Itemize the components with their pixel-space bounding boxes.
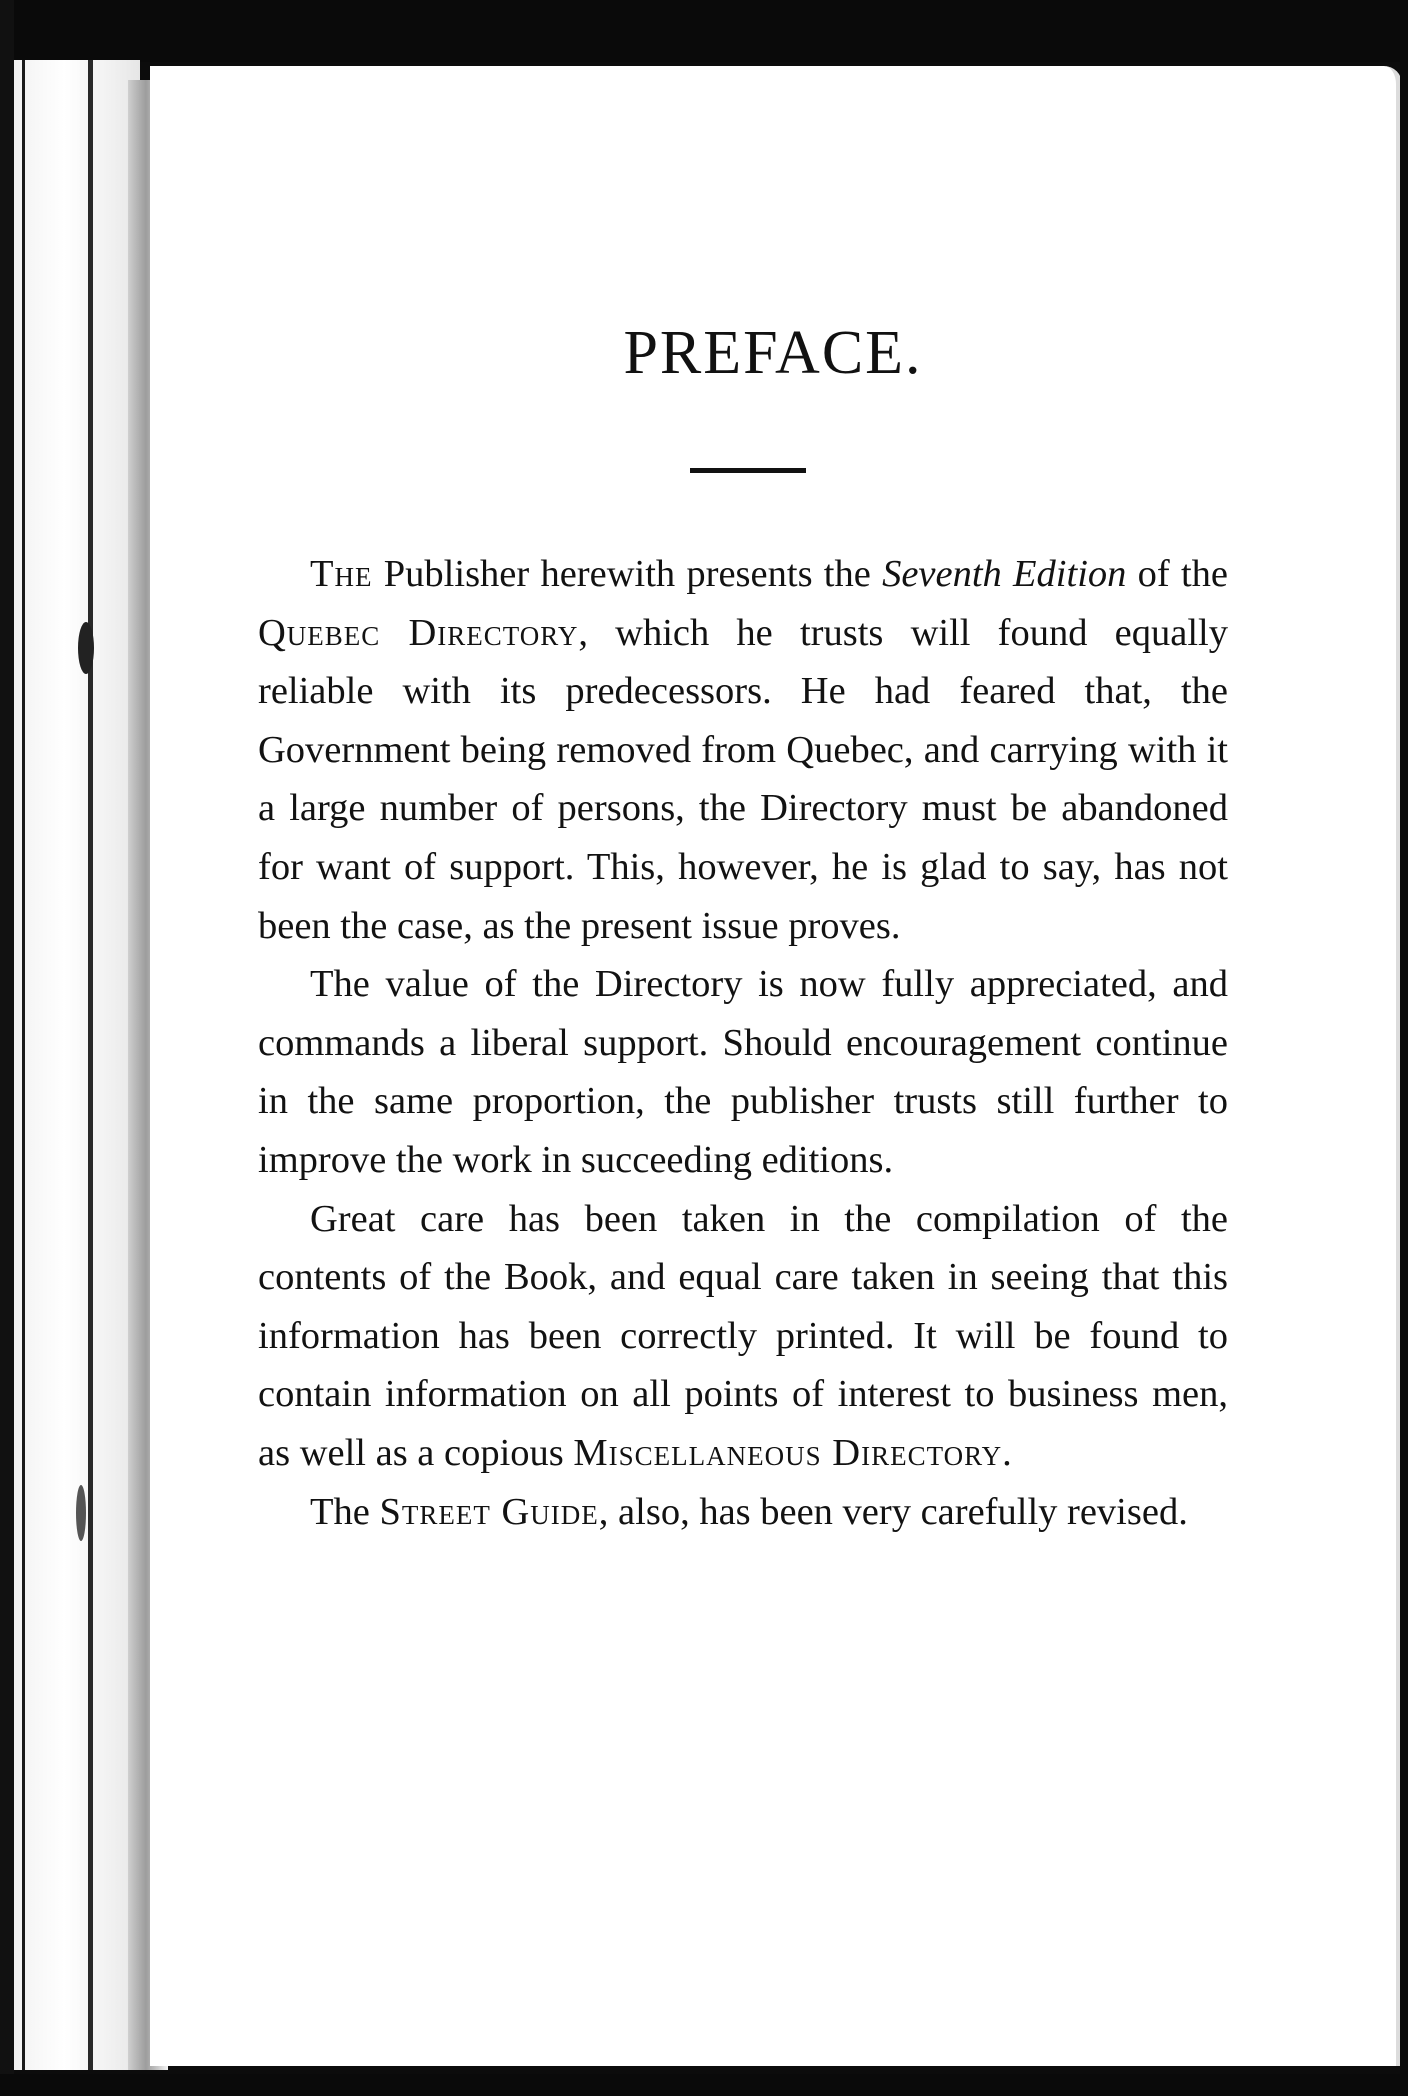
title-rule [690,468,806,473]
text-run: of the [1126,553,1228,595]
binding-edge-line [88,60,93,2070]
lead-word: The [310,553,373,595]
scan-left-border [0,0,14,2096]
misc-directory-name: Miscellaneous Directory [573,1431,1003,1474]
scan-right-border [1400,0,1408,2096]
preface-body [258,545,1228,1541]
scan-top-border [0,0,1408,62]
text-run: Publisher herewith presents the [372,553,883,595]
paragraph: The value of the Directory is now fully appreciated, and commands a liberal support. Should encouragement continue in the same proportion, the publisher trusts still further to improve the work in succeeding editions. [258,963,1228,1181]
binding-thread-mark [78,622,94,674]
paragraph [258,1483,1228,1542]
binding-thread-mark [76,1485,86,1541]
text-run: , also, has been very carefully revised. [598,1490,1188,1533]
previous-leaf-edge [14,60,140,2070]
edition-name: Seventh Edition [882,553,1127,595]
text-run: Great care has been taken in the compilation of the contents of the Book, and equal care taken in seeing that this information has been correctly printed. It will be found to contain information on all points of interest to business men, as well as a copious [258,1197,1228,1474]
street-guide-name: Street Guide [379,1490,599,1533]
leaf-edge-line [22,60,25,2070]
paragraph [258,1190,1228,1483]
page-title: PREFACE. [623,319,923,387]
paragraph [258,545,1228,955]
text-run: , which he trusts will found equally reliable with its predecessors. He had feared that, the Government being removed from Quebec, and carrying with it a large number of persons, the Directory must be abandoned for want of support. This, however, he is glad to say, has not been the case, as the present issue proves. [258,611,1228,947]
scan-bottom-border [0,2074,1408,2096]
text-run: . [1002,1431,1012,1474]
text-run: The [310,1490,380,1533]
directory-name: Quebec Directory [258,611,579,654]
